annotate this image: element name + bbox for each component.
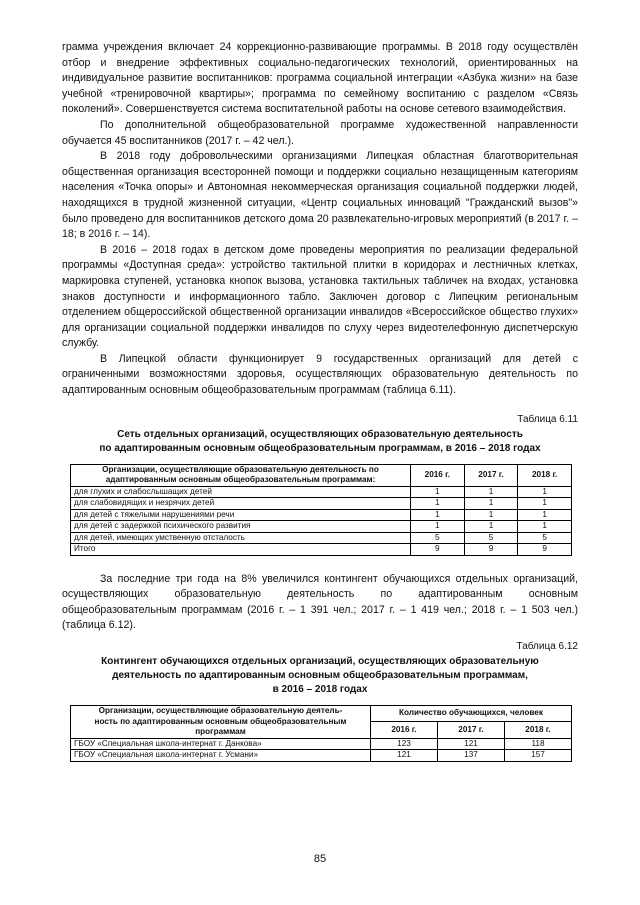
cell-value: 121 [437, 738, 504, 750]
header-year: 2018 г. [518, 464, 572, 486]
cell-value: 1 [411, 509, 465, 521]
cell-value: 121 [371, 750, 438, 762]
cell-value: 157 [504, 750, 571, 762]
cell-value: 137 [437, 750, 504, 762]
table-title-6-11: Сеть отдельных организаций, осуществляющих образовательную деятельность по адаптированным основным общеобразовательным программам, в 2016 – 2018 годах [99, 428, 541, 454]
table-header-row [71, 706, 572, 722]
paragraph-volunteers: В 2018 году добровольческими организациями Липецкая областная благотворительная общественная организация всесторонней помощи и поддержки социально незащищенным категориям населения «Точка опоры» и Автономная некоммерческая организация социальной поддержки людей, находящихся в трудной жизненной ситуации, «Центр социальных инноваций "Гражданский вызов"» было проведено для воспитанников детского дома 20 развлекательно-игровых мероприятий (в 2017 г. – 18; в 2016 г. – 14). [62, 150, 578, 241]
paragraph-accessible-env: В 2016 – 2018 годах в детском доме проведены мероприятия по реализации федеральной программы «Доступная среда»: устройство тактильной плитки в коридорах и лестничных клетках, маркировка ступеней, установка кнопок вызова, установка тактильных табличек на входах, установка знаков доступности и информационного табло. Заключен договор с Липецким региональным отделением общероссийской общественной организации инвалидов «Всероссийское общество глухих» для организации социальной поддержки инвалидов по слуху через видеотелефонную диспетчерскую службу. [62, 243, 578, 350]
header-year: 2016 г. [371, 722, 438, 738]
table-number-6-12: Таблица 6.12 [516, 641, 578, 653]
table-row [71, 521, 572, 533]
cell-value: 1 [464, 509, 518, 521]
row-label: для слабовидящих и незрячих детей [71, 498, 411, 510]
header-year: 2017 г. [437, 722, 504, 738]
paragraph-contingent: За последние три года на 8% увеличился контингент обучающихся отдельных организаций, осуществляющих образовательную деятельность по адаптированным основным общеобразовательным программам (2016 г. – 1 391 чел.; 2017 г. – 1 419 чел.; 2018 г. – 1 503 чел.) (таблица 6.12). [62, 572, 578, 632]
table-row [71, 738, 572, 750]
row-label: для глухих и слабослышащих детей [71, 486, 411, 498]
table-number-6-11: Таблица 6.11 [517, 413, 578, 425]
table-row [71, 750, 572, 762]
students-table [70, 705, 572, 762]
cell-value: 1 [411, 486, 465, 498]
header-organizations: Организации, осуществляющие образовательную деятельность по адаптированным основным общеобразовательным программам: [71, 464, 411, 486]
table-header-row [71, 464, 572, 486]
cell-value: 1 [518, 509, 572, 521]
organizations-table [70, 464, 572, 556]
paragraph-organizations: В Липецкой области функционирует 9 государственных организаций для детей с ограниченными возможностями здоровья, осуществляющих образовательную деятельность по адаптированным основным общеобразовательным программам (таблица 6.11). [62, 352, 578, 397]
row-label: для детей с задержкой психического развития [71, 521, 411, 533]
row-label: для детей с тяжелыми нарушениями речи [71, 509, 411, 521]
cell-value: 1 [464, 498, 518, 510]
row-label: ГБОУ «Специальная школа-интернат г. Усмани» [71, 750, 371, 762]
cell-value: 118 [504, 738, 571, 750]
header-year: 2016 г. [411, 464, 465, 486]
document-page [62, 40, 578, 762]
paragraph-art-program: По дополнительной общеобразовательной программе художественной направленности обучается 45 воспитанников (2017 г. – 42 чел.). [62, 118, 578, 147]
cell-value: 123 [371, 738, 438, 750]
header-organizations: Организации, осуществляющие образовательную деятель- ность по адаптированным основным общеобразовательным программам [71, 706, 371, 739]
cell-value: 1 [464, 486, 518, 498]
table-total-row [71, 544, 572, 556]
table-row [71, 509, 572, 521]
cell-value: 1 [411, 521, 465, 533]
cell-value: 5 [464, 532, 518, 544]
table-row [71, 532, 572, 544]
header-year: 2018 г. [504, 722, 571, 738]
table-row [71, 486, 572, 498]
table-row [71, 498, 572, 510]
row-label: для детей, имеющих умственную отсталость [71, 532, 411, 544]
cell-value: 1 [518, 498, 572, 510]
cell-value: 5 [518, 532, 572, 544]
row-label: ГБОУ «Специальная школа-интернат г. Данкова» [71, 738, 371, 750]
row-label: Итого [71, 544, 411, 556]
cell-value: 1 [464, 521, 518, 533]
cell-value: 1 [518, 486, 572, 498]
paragraph-intro: грамма учреждения включает 24 коррекционно-развивающие программы. В 2018 году осуществлён отбор и внедрение эффективных социально-педагогических технологий, ориентированных на индивидуальное развитие воспитанников: программа социальной интеграции «Азбука жизни» на базе учебной «тренировочной квартиры»; программа по семейному воспитанию с разделом «Связь поколений». Совершенствуется система воспитательной работы на основе сетевого взаимодействия. [62, 41, 578, 116]
table-title-6-12: Контингент обучающихся отдельных организаций, осуществляющих образовательную деятельность по адаптированным основным общеобразовательным программам, в 2016 – 2018 годах [101, 656, 539, 696]
cell-value: 9 [464, 544, 518, 556]
header-student-count: Количество обучающихся, человек [371, 706, 572, 722]
cell-value: 5 [411, 532, 465, 544]
cell-value: 9 [518, 544, 572, 556]
cell-value: 1 [411, 498, 465, 510]
cell-value: 1 [518, 521, 572, 533]
cell-value: 9 [411, 544, 465, 556]
header-year: 2017 г. [464, 464, 518, 486]
page-number: 85 [313, 853, 327, 865]
